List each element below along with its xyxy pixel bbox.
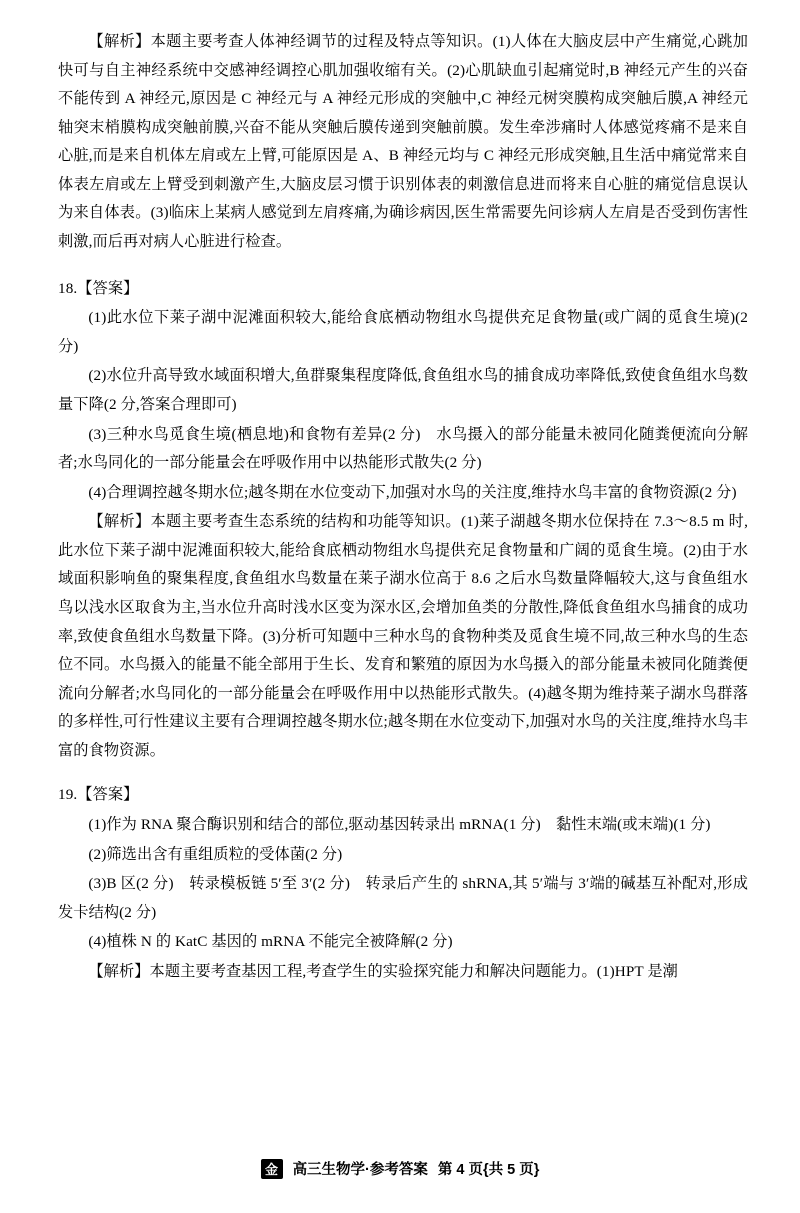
footer-title: 高三生物学·参考答案 bbox=[292, 1162, 428, 1178]
question-19-item-2: (2)筛选出含有重组质粒的受体菌(2 分) bbox=[88, 845, 343, 863]
spacer bbox=[58, 258, 748, 266]
question-19-number: 19. bbox=[58, 786, 78, 804]
question-18-item-3: (3)三种水鸟觅食生境(栖息地)和食物有差异(2 分) 水鸟摄入的部分能量未被同化随粪便流向分解者;水鸟同化的一部分能量会在呼吸作用中以热能形式散失(2 分) bbox=[58, 425, 748, 472]
question-18-answer-label: 【答案】 bbox=[77, 279, 139, 297]
footer-inner bbox=[261, 1158, 540, 1179]
question-19-item-3: (3)B 区(2 分) 转录模板链 5′至 3′(2 分) 转录后产生的 shRNA,其 5′端与 3′端的碱基互补配对,形成发卡结构(2 分) bbox=[58, 875, 748, 921]
question-18-item-4: (4)合理调控越冬期水位;越冬期在水位变动下,加强对水鸟的关注度,维持水鸟丰富的食物资源(2 分) bbox=[88, 483, 737, 501]
question-18-analysis: 【解析】本题主要考查生态系统的结构和功能等知识。(1)莱子湖越冬期水位保持在 7.3～8.5 m 时,此水位下莱子湖中泥滩面积较大,能给食底栖动物组水鸟提供充足食物量和广阔的觅食生境。(2)由于水域面积影响鱼的聚集程度,食鱼组水鸟数量在莱子湖水位高于 8.6 之后水鸟数量降幅较大,这与食鱼组水鸟以浅水区取食为主,当水位升高时浅水区变为深水区,会增加鱼类的分散性,降低食鱼组水鸟捕食的成功率,致使食鱼组水鸟数量下降。(3)分析可知题中三种水鸟的食物种类及觅食生境不同,故三种水鸟的生态位不同。水鸟摄入的能量不能全部用于生长、发育和繁殖的原因为水鸟摄入的部分能量未被同化随粪便流向分解者;水鸟同化的一部分能量会在呼吸作用中以热能形式散失。(4)越冬期为维持莱子湖水鸟群落的多样性,可行性建议主要有合理调控越冬期水位;越冬期在水位变动下,加强对水鸟的关注度,维持水鸟丰富的食物资源。 bbox=[58, 513, 748, 759]
paragraph-17-analysis: 【解析】本题主要考查人体神经调节的过程及特点等知识。(1)人体在大脑皮层中产生痛觉,心跳加快可与自主神经系统中交感神经调控心肌加强收缩有关。(2)心肌缺血引起痛觉时,B 神经元产生的兴奋不能传到 A 神经元,原因是 C 神经元与 A 神经元形成的突触中,C 神经元树突膜构成突触后膜,A 神经元轴突末梢膜构成突触前膜,兴奋不能从突触后膜传递到突触前膜。发生牵涉痛时人体感觉疼痛不是来自心脏,而是来自机体左肩或左上臂,可能原因是 A、B 神经元均与 C 神经元形成突触,且生活中痛觉常来自体表左肩或左上臂受到刺激产生,大脑皮层习惯于识别体表的刺激信息进而将来自心脏的痛觉信息误认为来自体表。(3)临床上某病人感觉到左肩疼痛,为确诊病因,医生常需要先问诊病人左肩是否受到伤害性刺激,而后再对病人心脏进行检查。 bbox=[58, 33, 748, 251]
question-19-item-4: (4)植株 N 的 KatC 基因的 mRNA 不能完全被降解(2 分) bbox=[88, 933, 453, 951]
question-18-item-2: (2)水位升高导致水域面积增大,鱼群聚集程度降低,食鱼组水鸟的捕食成功率降低,致使食鱼组水鸟数量下降(2 分,答案合理即可) bbox=[58, 367, 748, 413]
question-18-item-1: (1)此水位下莱子湖中泥滩面积较大,能给食底栖动物组水鸟提供充足食物量(或广阔的觅食生境)(2 分) bbox=[58, 309, 748, 355]
question-19-analysis: 【解析】本题主要考查基因工程,考查学生的实验探究能力和解决问题能力。(1)HPT 是潮 bbox=[88, 962, 678, 980]
footer-page-number: 第 4 页{共 5 页} bbox=[437, 1162, 540, 1178]
question-19-item-1: (1)作为 RNA 聚合酶识别和结合的部位,驱动基因转录出 mRNA(1 分) 黏性末端(或末端)(1 分) bbox=[88, 816, 711, 834]
question-18-heading bbox=[58, 275, 748, 304]
question-19-heading bbox=[58, 781, 748, 810]
page-footer bbox=[0, 1158, 800, 1179]
question-19-answer-label: 【答案】 bbox=[77, 786, 139, 804]
page-content bbox=[58, 28, 748, 987]
publisher-logo-icon: 金 bbox=[261, 1159, 283, 1179]
question-18-number: 18. bbox=[58, 279, 78, 297]
spacer bbox=[58, 766, 748, 772]
